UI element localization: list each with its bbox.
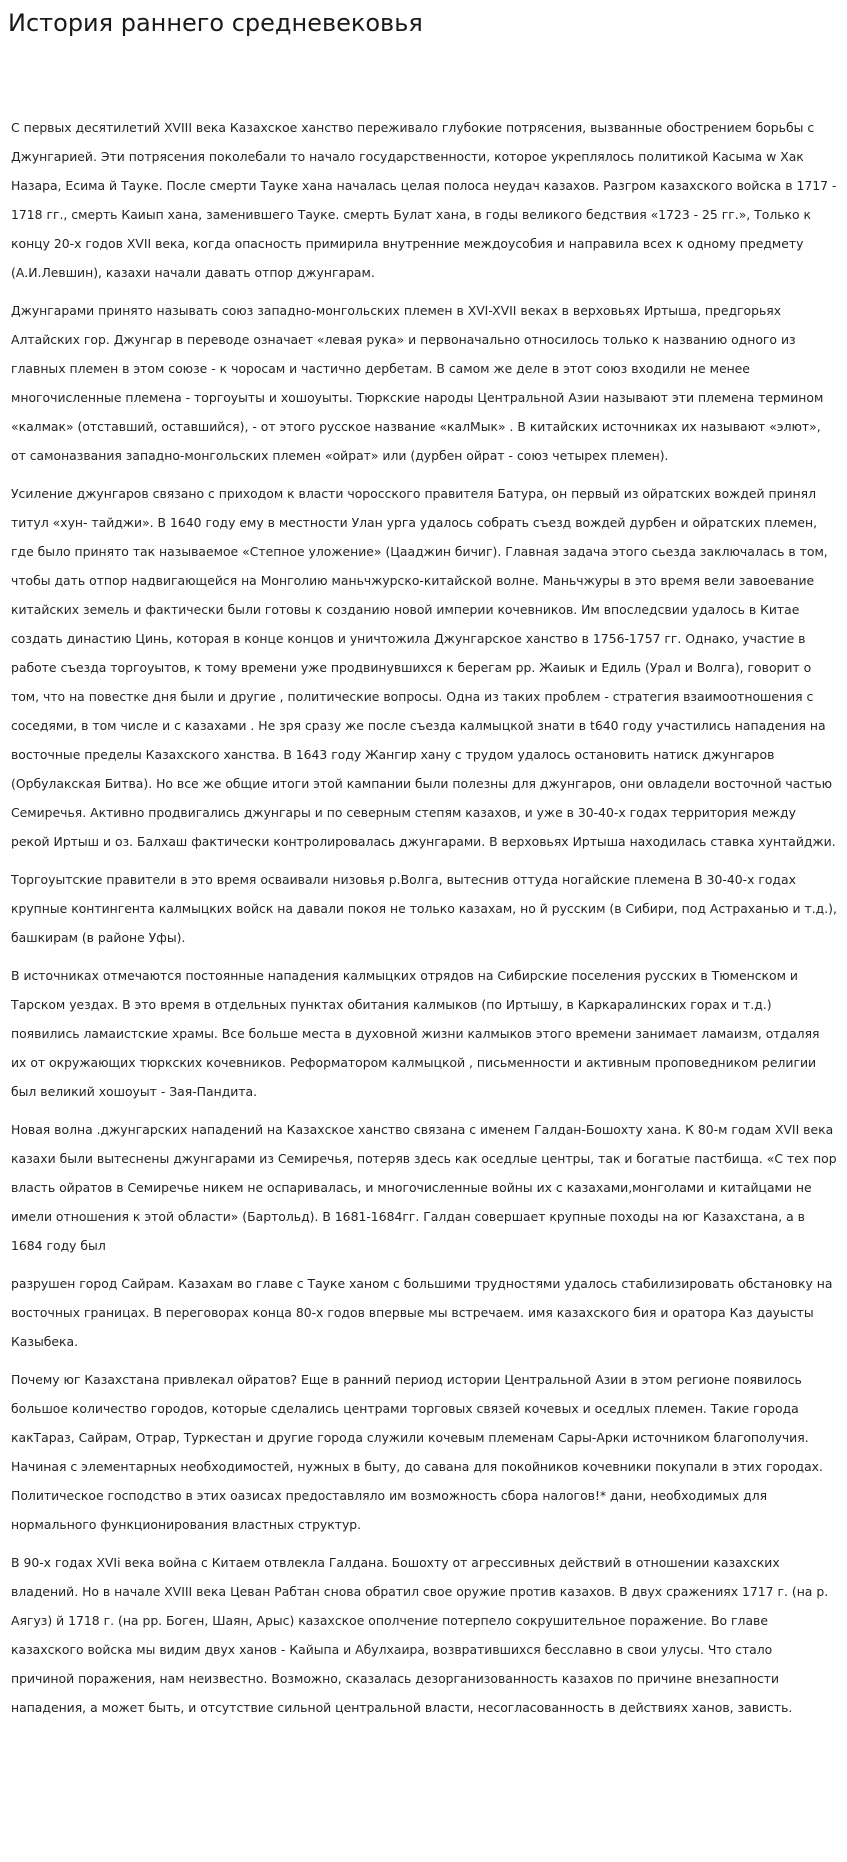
paragraph: Торгоуытские правители в это время осваивали низовья р.Волга, вытеснив оттуда ногайские племена В 30-40-х годах крупные контингента калмыцких войск на давали покоя не только казахам, но й русским (в Сибири, под Астраханью и т.д.), башкирам (в районе Уфы). [11,872,837,945]
paragraph: С первых десятилетий XVIII века Казахское ханство переживало глубокие потрясения, вызванные обострением борьбы с Джунгарией. Эти потрясения поколебали то начало государственности, которое укреплялось политикой Касыма w Хак Назара, Есима й Тауке. После смерти Тауке хана началась целая полоса неудач казахов. Разгром казахского войска в 1717 - 1718 гг., смерть Каиып хана, заменившего Тауке. смерть Булат хана, в годы великого бедствия «1723 - 25 гг.», Только к концу 20-х годов XVII века, когда опасность примирила внутренние междоусобия и направила всех к одному предмету (А.И.Левшин), казахи начали давать отпор джунгарам. [11,120,837,280]
page-title: История раннего средневековья [8,9,423,37]
paragraph: В источниках отмечаются постоянные нападения калмыцких отрядов на Сибирские поселения русских в Тюменском и Тарском уездах. В это время в отдельных пунктах обитания калмыков (по Иртышу, в Каркаралинских горах и т.д.) появились ламаистские храмы. Все больше места в духовной жизни калмыков этого времени занимает ламаизм, отдаляя их от окружающих тюркских кочевников. Реформатором калмыцкой , письменности и активным проповедником религии был великий хошоуыт - Зая-Пандита. [11,968,820,1099]
paragraph: Почему юг Казахстана привлекал ойратов? Еще в ранний период истории Центральной Азии в этом регионе появилось большое количество городов, которые сделались центрами торговых связей кочевых и оседлых племен. Такие города какТараз, Сайрам, Отрар, Туркестан и другие города служили кочевым племенам Сары-Арки источником благополучия. Начиная с элементарных необходимостей, нужных в быту, до савана для покойников кочевники покупали в этих городах. Политическое господство в этих оазисах предоставляло им возможность сбора налогов!* дани, необходимых для нормального функционирования властных структур. [11,1372,823,1532]
paragraph: Усиление джунгаров связано с приходом к власти чоросского правителя Батура, он первый из ойратских вождей принял титул «хун- тайджи». В 1640 году ему в местности Улан урга удалось собрать съезд вождей дурбен и ойратских племен, где было принято так называемое «Степное уложение» (Цааджин бичиг). Главная задача этого сьезда заключалась в том, чтобы дать отпор надвигающейся на Монголию маньчжурско-китайской волне. Маньчжуры в это время вели завоевание китайских земель и фактически были готовы к созданию новой империи кочевников. Им впоследсвии удалось в Китае создать династию Цинь, которая в конце концов и уничтожила Джунгарское ханство в 1756-1757 гг. Однако, участие в работе съезда торгоуытов, к тому времени уже продвинувшихся к берегам рр. Жаиык и Едиль (Урал и Волга), говорит о том, что на повестке дня были и другие , политические вопросы. Одна из таких проблем - стратегия взаимоотношения с соседями, в том числе и с казахами . Не зря сразу же после съезда калмыцкой знати в t640 году участились нападения на восточные пределы Казахского ханства. В 1643 году Жангир хану с трудом удалось остановить натиск джунгаров (Орбулакская Битва). Но все же общие итоги этой кампании были полезны для джунгаров, они овладели восточной частью Семиречья. Активно продвигались джунгары и по северным степям казахов, и уже в 30-40-х годах территория между рекой Иртыш и оз. Балхаш фактически контролировалась джунгарами. В верховьях Иртыша находилась ставка хунтайджи. [11,486,836,849]
article-body [11,113,837,1731]
paragraph: Новая волна .джунгарских нападений на Казахское ханство связана с именем Галдан-Бошохту хана. К 80-м годам XVII века казахи были вытеснены джунгарами из Семиречья, потеряв здесь как оседлые центры, так и богатые пастбища. «С тех пор власть ойратов в Семиречье никем не оспаривалась, и многочисленные войны их с казахами,монголами и китайцами не имели отношения к этой области» (Бартольд). В 1681-1684гг. Галдан совершает крупные походы на юг Казахстана, а в 1684 году был [11,1122,837,1253]
paragraph: разрушен город Сайрам. Казахам во главе с Тауке ханом с большими трудностями удалось стабилизировать обстановку на восточных границах. В переговорах конца 80-х годов впервые мы встречаем. имя казахского бия и оратора Каз дауысты Казыбека. [11,1276,833,1349]
paragraph: В 90-х годах XVIi века война с Китаем отвлекла Галдана. Бошохту от агрессивных действий в отношении казахских владений. Но в начале XVIII века Цеван Рабтан снова обратил свое оружие против казахов. В двух сражениях 1717 г. (на р. Аягуз) й 1718 г. (на рр. Боген, Шаян, Арыс) казахское ополчение потерпело сокрушительное поражение. Во главе казахского войска мы видим двух ханов - Кайыпа и Абулхаира, возвратившихся бесславно в свои улусы. Что стало причиной поражения, нам неизвестно. Возможно, сказалась дезорганизованность казахов по причине внезапности нападения, а может быть, и отсутствие сильной центральной власти, несогласованность в действиях ханов, зависть. [11,1555,829,1715]
paragraph: Джунгарами принято называть союз западно-монгольских племен в XVI-XVII веках в верховьях Иртыша, предгорьях Алтайских гор. Джунгар в переводе означает «левая рука» и первоначально относилось только к названию одного из главных племен в этом союзе - к чоросам и частично дербетам. В самом же деле в этот союз входили не менее многочисленные племена - торгоуыты и хошоуыты. Тюркские народы Центральной Азии называют эти племена термином «калмак» (отставший, оставшийся), - от этого русское название «калМык» . В китайских источниках их называют «элют», от самоназвания западно-монгольских племен «ойрат» или (дурбен ойрат - союз четырех племен). [11,303,824,463]
